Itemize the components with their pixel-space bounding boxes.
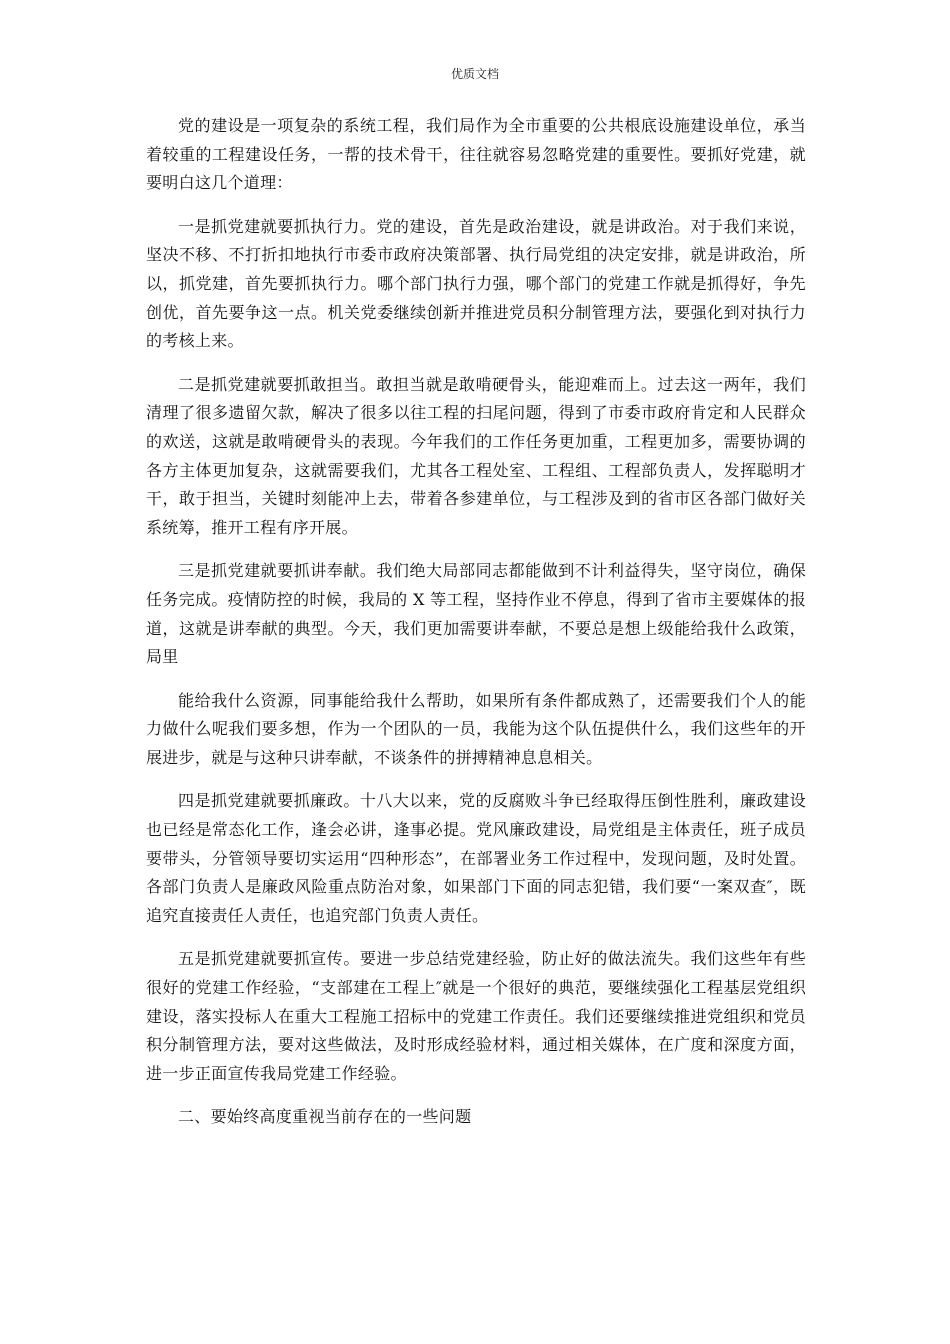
paragraph-intro: 党的建设是一项复杂的系统工程，我们局作为全市重要的公共根底设施建设单位，承当着较重的工程建设任务，一帮的技术骨干，往往就容易忽略党建的重要性。要抓好党建，就要明白这几个道理： — [146, 116, 806, 193]
paragraph-publicity: 五是抓党建就要抓宣传。要进一步总结党建经验，防止好的做法流失。我们这些年有些很好的党建工作经验，“支部建在工程上″就是一个很好的典范，要继续强化工程基层党组织建设，落实投标人在重大工程施工招标中的党建工作责任。我们还要继续推进党组织和党员积分制管理方法，要对这些做法，及时形成经验材料，通过相关媒体，在广度和深度方面，进一步正面宣传我局党建工作经验。 — [146, 949, 806, 1083]
page-header: 优质文档 — [450, 67, 499, 81]
paragraph-integrity: 四是抓党建就要抓廉政。十八大以来，党的反腐败斗争已经取得压倒性胜利，廉政建设也已经是常态化工作，逢会必讲，逢事必提。党风廉政建设，局党组是主体责任，班子成员要带头，分管领导要切实运用“四种形态”，在部署业务工作过程中，发现问题，及时处置。各部门负责人是廉政风险重点防治对象，如果部门下面的同志犯错，我们要“一案双查″，既追究直接责任人责任，也追究部门负责人责任。 — [146, 791, 806, 925]
paragraph-responsibility: 二是抓党建就要抓敢担当。敢担当就是敢啃硬骨头，能迎难而上。过去这一两年，我们清理了很多遗留欠款，解决了很多以往工程的扫尾问题，得到了市委市政府肯定和人民群众的欢送，这就是敢啃硬骨头的表现。今年我们的工作任务更加重，工程更加多，需要协调的各方主体更加复杂，这就需要我们，尤其各工程处室、工程组、工程部负责人，发挥聪明才干，敢于担当，关键时刻能冲上去，带着各参建单位，与工程涉及到的省市区各部门做好关系统筹，推开工程有序开展。 — [146, 374, 806, 537]
section-heading: 二、要始终高度重视当前存在的一些问题 — [178, 1107, 472, 1127]
paragraph-dedication-continued: 能给我什么资源，同事能给我什么帮助，如果所有条件都成熟了，还需要我们个人的能力做什么呢我们要多想，作为一个团队的一员，我能为这个队伍提供什么，我们这些年的开展进步，就是与这种只讲奉献，不谈条件的拼搏精神息息相关。 — [146, 690, 806, 767]
paragraph-dedication: 三是抓党建就要抓讲奉献。我们绝大局部同志都能做到不计利益得失，坚守岗位，确保任务完成。疫情防控的时候，我局的 X 等工程，坚持作业不停息，得到了省市主要媒体的报道，这就是讲奉献的典型。今天，我们更加需要讲奉献，不要总是想上级能给我什么政策，局里 — [146, 561, 806, 667]
paragraph-execution: 一是抓党建就要抓执行力。党的建设，首先是政治建设，就是讲政治。对于我们来说，坚决不移、不打折扣地执行市委市政府决策部署、执行局党组的决定安排，就是讲政治，所以，抓党建，首先要抓执行力。哪个部门执行力强，哪个部门的党建工作就是抓得好，争先创优，首先要争这一点。机关党委继续创新并推进党员积分制管理方法，要强化到对执行力的考核上来。 — [146, 216, 806, 351]
document-body — [146, 112, 806, 1132]
